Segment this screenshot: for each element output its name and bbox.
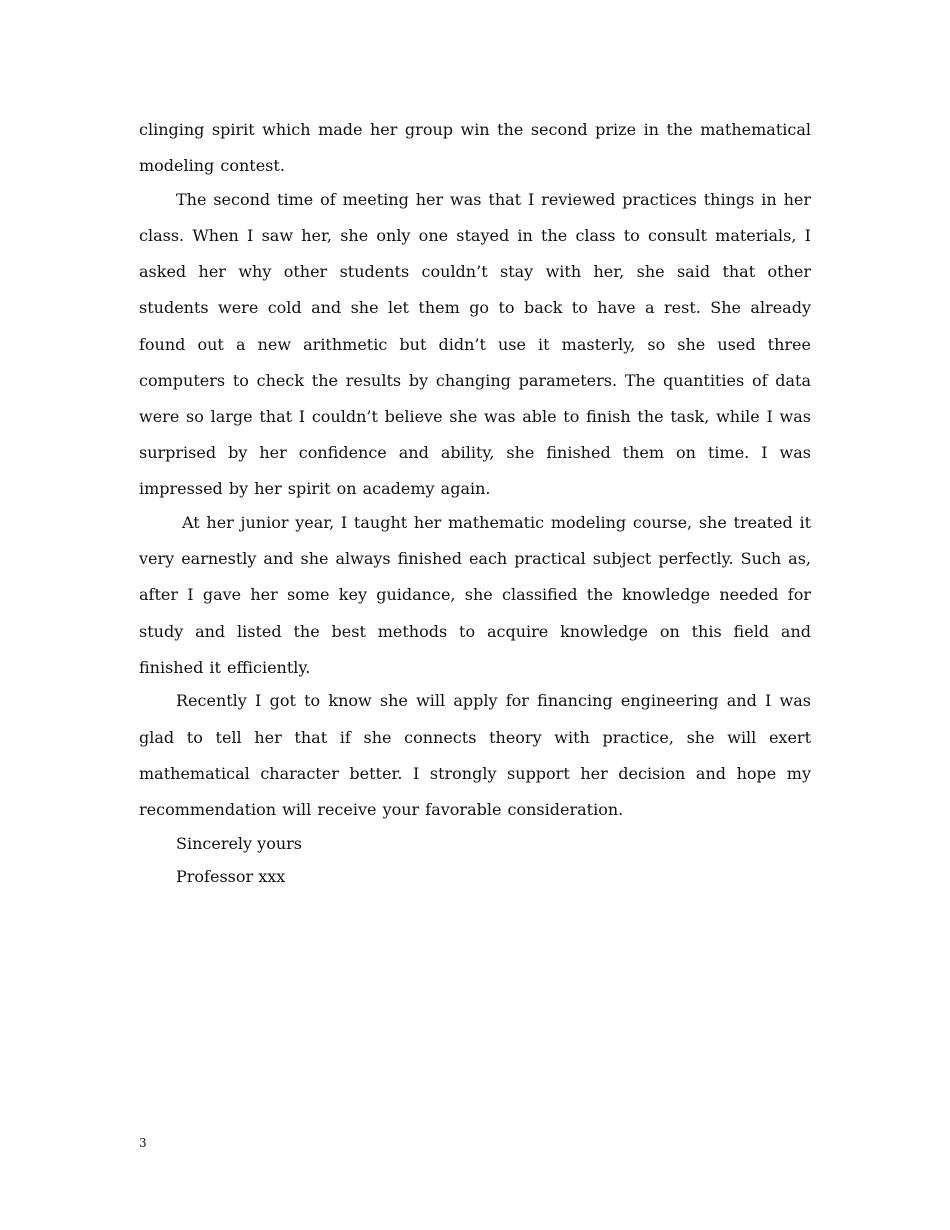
paragraph-continuation: clinging spirit which made her group win the second prize in the mathematical modeling contest. [139, 120, 811, 176]
letter-body [139, 112, 811, 893]
closing-salutation: Sincerely yours [176, 833, 303, 853]
paragraph-junior-year: At her junior year, I taught her mathematic modeling course, she treated it very earnestly and she always finished each practical subject perfectly. Such as, after I gave her some key guidance, she classified the knowledge needed for study and listed the best methods to acquire knowledge on this field and finished it efficiently. [139, 513, 811, 677]
page-number: 3 [139, 1136, 147, 1150]
signature: Professor xxx [176, 867, 286, 887]
paragraph-recommendation: Recently I got to know she will apply for financing engineering and I was glad to tell her that if she connects theory with practice, she will exert mathematical character better. I strongly support her decision and hope my recommendation will receive your favorable consideration. [139, 691, 811, 820]
paragraph-second-meeting: The second time of meeting her was that I reviewed practices things in her class. When I saw her, she only one stayed in the class to consult materials, I asked her why other students couldn’t stay with her, she said that other students were cold and she let them go to back to have a rest. She already found out a new arithmetic but didn’t use it masterly, so she used three computers to check the results by changing parameters. The quantities of data were so large that I couldn’t believe she was able to finish the task, while I was surprised by her confidence and ability, she finished them on time. I was impressed by her spirit on academy again. [139, 189, 811, 499]
